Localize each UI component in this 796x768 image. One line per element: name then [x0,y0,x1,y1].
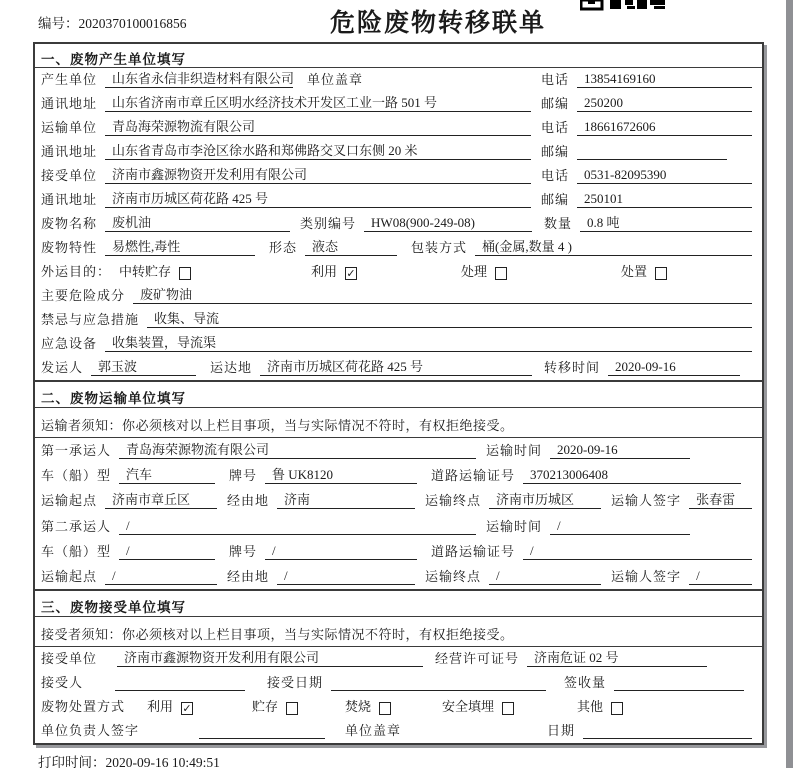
page-title: 危险废物转移联单 [329,9,546,37]
field-label: 签收量 [564,674,607,690]
field-label: 电话 [541,120,570,135]
field-label: 运输终点 [425,568,482,584]
field-value: 13854169160 [577,71,752,88]
field-label: 接受日期 [267,674,324,690]
field-value: 易燃性,毒性 [105,236,255,256]
row-first-carrier [35,438,762,463]
field-value: 250101 [577,191,752,208]
row-receive-person [35,671,762,695]
field-value: 废矿物油 [133,284,752,304]
field-label: 禁忌与应急措施 [41,312,140,327]
field-value: 山东省青岛市李沧区徐水路和郑佛路交叉口东侧 20 米 [105,140,531,160]
field-value: 郭玉波 [91,356,196,376]
manifest-table [33,42,764,745]
checkbox-icon [286,702,298,715]
row-route-1 [35,488,762,513]
row-receiver-address [35,188,762,212]
field-value: 济南市历城区荷花路 425 号 [260,356,532,376]
field-label: 产生单位 [41,72,98,87]
field-label: 车（船）型 [41,468,112,484]
doc-number-label: 编号： [38,16,79,31]
purpose-option: 处理 [461,261,621,280]
field-value: 济南市鑫源物资开发利用有限公司 [117,647,423,667]
row-emergency-measures [35,308,762,332]
field-value: 济南 [277,489,415,509]
field-value: 370213006408 [523,467,741,484]
transporter-notice: 运输者须知：你必须核对以上栏目事项，当与实际情况不符时，有权拒绝接受。 [35,408,762,438]
seal-label: 单位盖章 [307,72,364,87]
row-receive-unit [35,647,762,671]
row-hazard-component [35,284,762,308]
field-value: 收集、导流 [147,308,752,328]
print-time [38,751,220,768]
field-label: 运输终点 [425,493,482,509]
field-label: 应急设备 [41,336,98,351]
section-receiver [35,589,762,743]
field-value: 桶(金属,数量 4 ) [475,236,752,256]
section-transporter [35,380,762,589]
doc-number-value: 2020370100016856 [78,16,187,31]
checkbox-icon: ✓ [182,701,192,715]
field-value-blank [583,724,752,739]
qr-code-icon [580,0,666,11]
row-responsible-sign [35,719,762,743]
field-value: 250200 [577,95,752,112]
field-label: 数量 [544,216,573,231]
field-value: 济南危证 02 号 [527,647,707,667]
field-label: 接受单位 [41,650,98,666]
field-value: 液态 [305,236,397,256]
field-label: 电话 [541,72,570,87]
field-label: 转移时间 [544,360,601,375]
field-label: 经由地 [227,493,270,509]
field-label: 接受单位 [41,168,98,183]
field-value-blank [199,724,325,739]
disposal-option: 其他 [577,696,623,715]
field-value: / [119,543,215,560]
field-label: 车（船）型 [41,543,112,559]
row-transport-unit [35,116,762,140]
row-second-carrier [35,513,762,538]
field-value-blank [614,676,744,691]
field-value-blank [115,676,245,691]
field-label: 牌号 [229,543,258,559]
checkbox-icon [179,267,191,280]
seal-label: 单位盖章 [345,723,402,738]
checkbox-icon [379,702,391,715]
field-value: 山东省永信非织造材料有限公司 [105,68,293,88]
field-label: 道路运输证号 [431,468,516,484]
field-value: / [550,518,690,535]
field-value-blank [577,145,727,160]
field-label: 废物名称 [41,216,98,231]
field-value: / [489,568,601,585]
field-label: 邮编 [541,192,570,207]
checkbox-icon [611,702,623,715]
disposal-option: 贮存 [252,696,345,715]
field-label: 外运目的： [41,264,112,279]
field-label: 日期 [547,723,576,738]
field-label: 发运人 [41,360,84,375]
field-value: / [105,568,217,585]
field-label: 废物处置方式 [41,698,126,714]
field-value: 济南市鑫源物资开发利用有限公司 [105,164,531,184]
field-value: 汽车 [119,464,215,484]
field-value: 张春雷 [689,489,752,509]
field-label: 运输人签字 [611,568,682,584]
field-value: 0531-82095390 [577,167,752,184]
field-value: / [265,543,417,560]
field-label: 接受人 [41,674,84,690]
field-value: 废机油 [105,212,290,232]
field-label: 第一承运人 [41,443,112,459]
field-label: 牌号 [229,468,258,484]
field-value: 青岛海荣源物流有限公司 [119,439,476,459]
section-2-header: 二、废物运输单位填写 [35,382,762,408]
row-producer-address [35,92,762,116]
disposal-option: 安全填埋 [442,696,577,715]
field-label: 形态 [269,240,298,255]
field-value: HW08(900-249-08) [364,215,532,232]
field-label: 道路运输证号 [431,543,516,559]
field-value: 0.8 吨 [580,212,752,232]
field-label: 单位负责人签字 [41,723,140,738]
section-producer [35,44,762,380]
field-label: 运输人签字 [611,493,682,509]
section-1-header: 一、废物产生单位填写 [35,44,762,68]
field-label: 废物特性 [41,240,98,255]
field-label: 电话 [541,168,570,183]
field-value: / [689,568,752,585]
field-label: 通讯地址 [41,96,98,111]
purpose-option: 处置 [621,261,667,280]
checkbox-icon [495,267,507,280]
field-value: 鲁 UK8120 [265,464,417,484]
field-value: 18661672606 [577,119,752,136]
field-label: 类别编号 [300,216,357,231]
field-value: / [277,568,415,585]
print-time-label: 打印时间： [38,755,106,768]
row-transport-address [35,140,762,164]
row-transfer-purpose [35,260,762,284]
row-route-2 [35,564,762,589]
row-waste-property [35,236,762,260]
row-receiver-unit [35,164,762,188]
field-label: 邮编 [541,144,570,159]
field-label: 运达地 [210,360,253,375]
field-label: 运输起点 [41,493,98,509]
field-value: / [523,543,752,560]
disposal-option: 利用 ✓ [147,698,192,715]
checkbox-icon [502,702,514,715]
field-label: 包装方式 [411,240,468,255]
field-value: 济南市历城区 [489,489,601,509]
field-value: 2020-09-16 [608,359,740,376]
row-shipper [35,356,762,380]
field-label: 运输时间 [486,518,543,534]
field-label: 通讯地址 [41,192,98,207]
section-3-header: 三、废物接受单位填写 [35,591,762,617]
field-label: 运输单位 [41,120,98,135]
field-label: 运输起点 [41,568,98,584]
row-producer-unit [35,68,762,92]
field-label: 第二承运人 [41,518,112,534]
row-waste-name [35,212,762,236]
field-value: 2020-09-16 [550,442,690,459]
field-value: 济南市历城区荷花路 425 号 [105,188,531,208]
print-time-value: 2020-09-16 10:49:51 [105,755,220,768]
row-vehicle-1 [35,463,762,488]
purpose-option: 利用 ✓ [311,264,356,280]
field-value: 济南市章丘区 [105,489,217,509]
purpose-option: 中转贮存 [119,261,311,280]
field-label: 经由地 [227,568,270,584]
field-value: / [119,518,476,535]
row-vehicle-2 [35,539,762,564]
receiver-notice: 接受者须知：你必须核对以上栏目事项，当与实际情况不符时，有权拒绝接受。 [35,617,762,647]
field-label: 主要危险成分 [41,288,126,303]
checkbox-icon: ✓ [346,267,356,280]
scan-page-edge [786,0,793,768]
disposal-option: 焚烧 [345,696,442,715]
field-label: 通讯地址 [41,144,98,159]
field-label: 运输时间 [486,443,543,459]
field-value: 山东省济南市章丘区明水经济技术开发区工业一路 501 号 [105,92,531,112]
field-label: 邮编 [541,96,570,111]
checkbox-icon [655,267,667,280]
field-label: 经营许可证号 [435,650,520,666]
field-value-blank [331,676,546,691]
field-value: 青岛海荣源物流有限公司 [105,116,531,136]
field-value: 收集装置，导流渠 [105,332,752,352]
row-emergency-equipment [35,332,762,356]
row-disposal-method [35,695,762,719]
